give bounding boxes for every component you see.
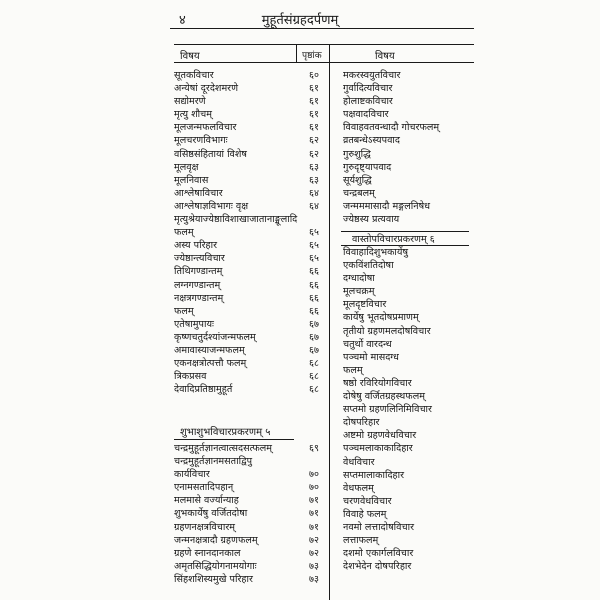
contents-entry-right: विवाहवतवन्धादौ गोचरफलम्: [343, 122, 440, 134]
contents-entry-right: गुर्वादित्यविचार: [343, 83, 393, 95]
contents-entry-right: सूर्यशुद्धि: [343, 174, 372, 186]
contents-page-number: ६६: [309, 305, 319, 317]
contents-page-number: ६८: [309, 371, 319, 383]
contents-entry: मूलवृक्ष: [174, 161, 199, 173]
table-top-rule: [174, 44, 474, 45]
contents-page-number: ७०: [309, 482, 319, 494]
contents-page-number: ६७: [309, 331, 319, 343]
contents-entry-right: गुरुशुद्धि: [343, 148, 371, 160]
contents-entry: चन्द्रमुहूर्तज्ञानत्वात्सदसत्फलम्: [174, 443, 272, 454]
contents-page-number: [303, 455, 325, 468]
column-divider: [296, 44, 297, 62]
contents-entry-right: पक्षवादविचार: [343, 109, 389, 121]
column-header-page: पृष्ठांक: [302, 51, 322, 61]
contents-page-number: ७०: [309, 469, 319, 481]
contents-entry: मूलजन्मफलविचार: [174, 122, 237, 134]
contents-entry-right: होलाष्टकविचार: [343, 96, 393, 108]
contents-entry-right: दोषपरिहार: [343, 417, 380, 429]
section-heading-right: वास्तोपविचारप्रकरणम् ६: [352, 234, 435, 245]
contents-entry: शुभकार्येषु वर्जितदोषा: [174, 508, 248, 520]
contents-page-number: ६५: [309, 240, 319, 252]
contents-entry-right: मूलचक्रम्: [343, 286, 375, 298]
contents-page-number: ६७: [309, 344, 319, 356]
contents-entry-right: चरणवेधविचार: [343, 495, 392, 507]
column-header-subject: विषय: [180, 51, 200, 62]
column-header-bottom-rule: [174, 62, 474, 63]
contents-entry-right: दोषेषु वर्जितग्रहस्थफलम्: [343, 391, 425, 403]
contents-entry-right: दशमो एकार्गलविचार: [343, 548, 414, 560]
contents-page-number: ६१: [309, 122, 319, 134]
contents-entry: ग्रहणे स्नानदानकाल: [174, 547, 241, 559]
contents-entry-right: षष्ठो रविरियोगविचार: [343, 377, 412, 389]
contents-entry: सिंहशशिस्यमुखे परिहार: [174, 573, 253, 585]
contents-page-number: ६६: [309, 266, 319, 278]
contents-entry: अमृतसिद्धियोगनामयोगाः: [174, 560, 257, 572]
contents-entry-right: नवमो लत्तादोषविचार: [343, 521, 414, 533]
contents-page-number: ६१: [309, 109, 319, 121]
contents-entry: आश्लेषाविचार: [174, 187, 223, 199]
contents-entry-right: वेधविचार: [343, 456, 375, 468]
contents-entry: मलमासे वर्ज्यान्याह: [174, 495, 239, 507]
contents-page-number: ७२: [309, 534, 319, 546]
contents-entry: एनामसतादिपहान्: [174, 482, 234, 494]
contents-page-number: ७१: [309, 521, 319, 533]
contents-page-number: ६८: [309, 384, 319, 396]
contents-page-number: ६८: [309, 358, 319, 370]
contents-entry: सूतकविचार: [174, 70, 214, 81]
contents-entry-right: एकविंशतिदोषा: [343, 260, 394, 272]
contents-page-number: ६७: [309, 318, 319, 330]
contents-entry: अन्येषां दूरदेशमरणे: [174, 83, 239, 95]
contents-page-number: ७२: [309, 547, 319, 559]
contents-entry: ग्रहणनक्षत्रविचारम्: [174, 521, 235, 533]
left-contents-list-2: [174, 442, 312, 586]
contents-entry: अस्य परिहार: [174, 240, 218, 252]
column-divider-main: [329, 44, 330, 600]
contents-page-number: ७३: [309, 573, 319, 585]
contents-entry: मूलचरणविभागः: [174, 135, 228, 147]
contents-page-number: ६५: [309, 227, 319, 239]
contents-page-number: ६३: [309, 174, 319, 186]
right-contents-list: [343, 69, 473, 226]
contents-page-number: ६२: [309, 135, 319, 147]
contents-entry: मृत्युश्रेयाज्येष्ठाविशाखाजातानाङ्मूलादि: [174, 214, 298, 226]
contents-entry-right: सप्तमालाकादिहार: [343, 469, 405, 481]
contents-entry-right: मकरस्वयुतविचार: [343, 70, 401, 81]
contents-entry: सद्योमरणे: [174, 96, 206, 108]
contents-entry-right: सप्तमो ग्रहणलिनिमिविचार: [343, 404, 432, 416]
contents-entry-right: पञ्चमो मासदग्ध: [343, 351, 399, 363]
contents-entry-right: मूलदृष्टविचार: [343, 299, 387, 311]
contents-page-number: ६०: [309, 70, 319, 81]
contents-entry-right: गुरुदृष्ट्यापवाद: [343, 161, 392, 173]
contents-entry: मृत्यु शौचम्: [174, 109, 212, 121]
page-number: ४: [179, 13, 186, 28]
section-heading-left-rule: [174, 439, 294, 440]
contents-entry-right: तृतीयो ग्रहणमलदोषविचार: [343, 325, 431, 337]
contents-page-number: ६१: [309, 83, 319, 95]
column-header-subject-right: विषय: [375, 51, 395, 62]
contents-entry: नक्षत्रगण्डान्तम्: [174, 292, 224, 304]
contents-page-number: ६४: [309, 187, 319, 199]
contents-entry-right: कार्येषु भूतदोषप्रमाणम्: [343, 312, 419, 324]
left-page-numbers-2: [303, 442, 325, 586]
contents-page-number: ६१: [309, 96, 319, 108]
contents-page-number: ६३: [309, 161, 319, 173]
contents-page-number: ६६: [309, 279, 319, 291]
contents-entry: एकनक्षत्रोत्पत्तौ फलम्: [174, 358, 247, 370]
contents-entry-right: अष्टमो ग्रहणवेधविचार: [343, 430, 417, 442]
contents-page-number: ६२: [309, 148, 319, 160]
right-contents-list-2: [343, 246, 473, 573]
contents-entry-right: देशभेदेन दोषपरिहार: [343, 561, 412, 573]
contents-entry: कार्यविचार: [174, 469, 210, 481]
contents-entry-right: दग्धादोषा: [343, 273, 375, 285]
contents-entry: लग्नगण्डान्तम्: [174, 279, 221, 291]
contents-entry: ज्येष्ठान्त्यविचार: [174, 253, 225, 265]
contents-page-number: [303, 213, 325, 226]
contents-entry: आश्लेषाज्ञविभागः वृक्ष: [174, 200, 249, 212]
contents-entry: अमावास्याजन्मफलम्: [174, 344, 245, 356]
contents-entry: जन्मनक्षत्रादौ ग्रहणफलम्: [174, 534, 258, 546]
contents-entry-right: चतुर्थो वारदन्ध: [343, 338, 392, 350]
contents-entry-right: जन्मममासादौ मङ्गलनिषेध: [343, 200, 431, 212]
contents-entry: तिथिगण्डान्तम्: [174, 266, 223, 278]
header-rule: [170, 28, 474, 29]
contents-page-number: ७१: [309, 508, 319, 520]
contents-page-number: ६५: [309, 253, 319, 265]
contents-entry: त्रिकप्रसव: [174, 371, 207, 383]
contents-page-number: ६६: [309, 292, 319, 304]
contents-entry-right: विवाहादिशुभकार्येषु: [343, 247, 409, 258]
contents-entry: मूलनिवास: [174, 174, 209, 186]
contents-entry-right: वेधफलम्: [343, 482, 374, 494]
contents-entry-right: विवाहे फलम्: [343, 508, 387, 520]
contents-entry: फलम्: [174, 227, 194, 239]
contents-entry: एतेषामुपायः: [174, 318, 214, 330]
section-heading-left: शुभाशुभविचारप्रकरणम् ५: [180, 427, 271, 438]
contents-page-number: ७३: [309, 560, 319, 572]
contents-entry: चन्द्रमुहूर्तज्ञानमसताद्विपु: [174, 456, 253, 468]
page-title: मुहूर्तसंग्रहदर्पणम्: [261, 13, 339, 28]
left-page-numbers: [303, 69, 325, 396]
contents-entry-right: लत्ताफलम्: [343, 535, 379, 547]
contents-page-number: ७१: [309, 495, 319, 507]
contents-entry: फलम्: [174, 305, 194, 317]
contents-entry: देवादिप्रतिष्ठामुहूर्त: [174, 384, 233, 396]
contents-entry-right: फलम्: [343, 364, 363, 376]
contents-entry-right: चन्द्रबलम्: [343, 187, 375, 199]
contents-entry: कृष्णचतुर्दश्यांजन्मफलम्: [174, 331, 256, 343]
contents-entry-right: व्रतबन्धेऽस्यपवाद: [343, 135, 400, 147]
contents-entry: वसिष्ठसंहितायां विशेष: [174, 148, 247, 160]
contents-entry-right: पञ्चमलाकाकादिहार: [343, 443, 413, 455]
contents-page-number: ६९: [309, 443, 319, 454]
contents-page-number: ६४: [309, 200, 319, 212]
left-contents-list: [174, 69, 312, 396]
contents-entry-right: ज्येष्ठस्य प्रत्यवाय: [343, 214, 400, 226]
